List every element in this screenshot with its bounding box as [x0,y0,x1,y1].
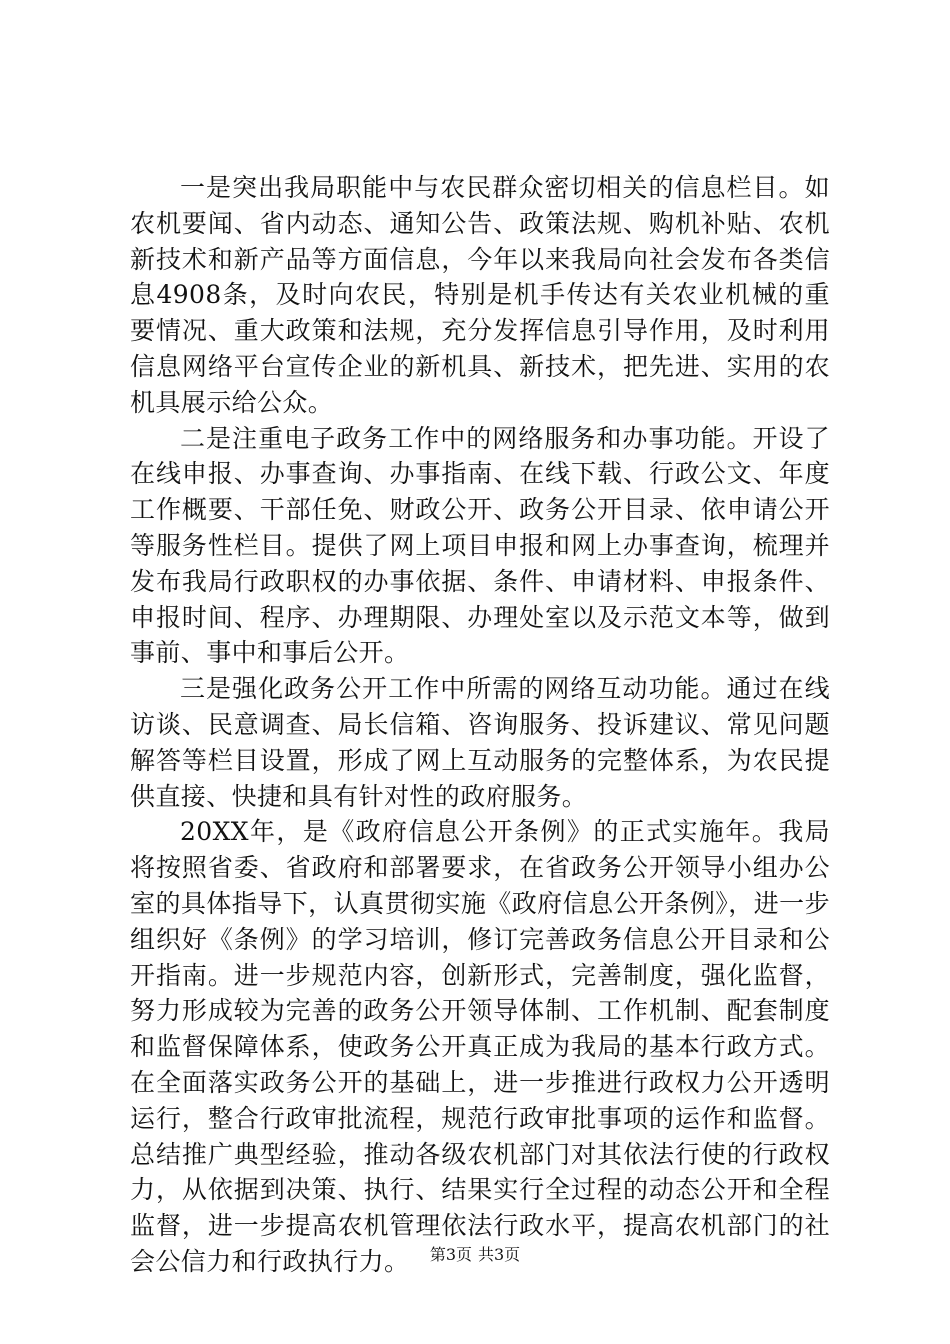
paragraph-4: 20XX年，是《政府信息公开条例》的正式实施年。我局将按照省委、省政府和部署要求，在省政务公开领导小组办公室的具体指导下，认真贯彻实施《政府信息公开条例》，进一步组织好《条例》的学习培训，修订完善政务信息公开目录和公开指南。进一步规范内容，创新形式，完善制度，强化监督，努力形成较为完善的政务公开领导体制、工作机制、配套制度和监督保障体系，使政务公开真正成为我局的基本行政方式。在全面落实政务公开的基础上，进一步推进行政权力公开透明运行，整合行政审批流程，规范行政审批事项的运作和监督。总结推广典型经验，推动各级农机部门对其依法行使的行政权力，从依据到决策、执行、结果实行全过程的动态公开和全程监督，进一步提高农机管理依法行政水平，提高农机部门的社会公信力和行政执行力。 [130,817,830,1276]
page-footer [0,1243,950,1267]
page-number-total: 共3页 [478,1245,521,1264]
paragraph-1: 一是突出我局职能中与农民群众密切相关的信息栏目。如农机要闻、省内动态、通知公告、政策法规、购机补贴、农机新技术和新产品等方面信息，今年以来我局向社会发布各类信息4908条，及时向农民，特别是机手传达有关农业机械的重要情况、重大政策和法规，充分发挥信息引导作用，及时利用信息网络平台宣传企业的新机具、新技术，把先进、实用的农机具展示给公众。 [130,173,830,417]
paragraph-2: 二是注重电子政务工作中的网络服务和办事功能。开设了在线申报、办事查询、办事指南、在线下载、行政公文、年度工作概要、干部任免、财政公开、政务公开目录、依申请公开等服务性栏目。提供了网上项目申报和网上办事查询，梳理并发布我局行政职权的办事依据、条件、申请材料、申报条件、申报时间、程序、办理期限、办理处室以及示范文本等，做到事前、事中和事后公开。 [130,423,830,668]
paragraph-3: 三是强化政务公开工作中所需的网络互动功能。通过在线访谈、民意调查、局长信箱、咨询服务、投诉建议、常见问题解答等栏目设置，形成了网上互动服务的完整体系，为农民提供直接、快捷和具有针对性的政府服务。 [130,674,830,811]
page-number-current: 第3页 [429,1245,472,1264]
document-body [130,170,830,1280]
